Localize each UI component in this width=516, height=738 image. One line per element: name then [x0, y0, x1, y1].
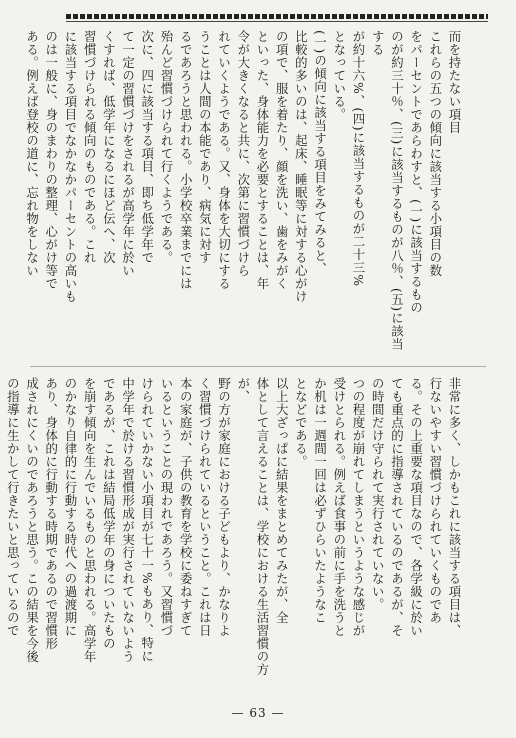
text-line: 本の家庭が、子供の教育を学校に委ねすぎて — [178, 377, 194, 637]
text-line: の指導に生かして行きたいと思っているので — [5, 377, 21, 637]
text-line: のかなり自律的に行動する時代への過渡期に — [62, 377, 78, 637]
text-line: 野の方が家庭における子どもより、かなりよ — [216, 377, 232, 637]
text-line: といった、身体能力を必要とすることは、年 — [254, 30, 270, 290]
text-line: れていくようである。又、身体を大切にする — [216, 30, 232, 290]
text-line: の時間だけ守られて実行されていない。 — [370, 377, 386, 611]
text-line: ある。例えば登校の道に、忘れ物をしない — [24, 30, 40, 277]
text-line: るであろうと思われる。小学校卒業までには — [178, 30, 194, 290]
text-line: か机は一週間一回は必ずひらいたようなこ — [312, 377, 328, 624]
text-line: が約十六%、(四)に該当するものが二十三% — [350, 30, 366, 287]
text-line: 以上大ざっぱに結果をまとめてみたが、全 — [274, 377, 290, 624]
text-line: 比較的多いのは、起床、睡眠等に対する心がけ — [293, 30, 309, 303]
text-line: をパーセントであらわすと、(一)に該当するもの — [408, 30, 424, 314]
text-line: うことは人間の本能であり、病気に対す — [197, 30, 213, 264]
text-line: 非常に多く、しかもこれに該当する項目は、 — [447, 377, 462, 637]
text-line: けられていかない小項目が七十一%もあり、特に — [139, 377, 155, 663]
text-line: となどである。 — [293, 377, 309, 468]
text-line: (一)の傾向に該当する項目をみてみると、 — [312, 30, 328, 275]
text-line: 次に、四に該当する項目、即ち低学年で — [139, 30, 155, 264]
text-line: て一定の習慣づけをされるが高学年に於い — [120, 30, 136, 277]
top-thin-rule — [66, 21, 488, 22]
text-line: であるが、これは結局低学年の身についたもの — [101, 377, 117, 650]
text-line: る。その上重要な項目なので、各学級に於い — [408, 377, 424, 637]
column-divider — [30, 366, 486, 367]
text-line: 中学年で於ける習慣形成が実行されていないよう — [120, 377, 136, 663]
text-line: となっている。 — [331, 30, 347, 121]
text-line: あり、身体的に行動する時期であるので習慣形 — [43, 377, 59, 650]
upper-text-block — [14, 30, 464, 352]
text-line: 殆んど習慣づけられて行くようである。 — [158, 30, 174, 264]
top-decorative-rule — [66, 14, 488, 19]
text-line: 行ないやすい習慣づけられていくものであ — [427, 377, 443, 624]
text-line: 而を持たない項目 — [447, 30, 462, 134]
text-line: のが約三十％、(三)に該当するものが八％、(五)に該当する — [370, 30, 405, 351]
text-line: いるということの現われであろう。又習慣づ — [158, 377, 174, 637]
text-line: 受けとられる。例えば食事の前に手を洗うと — [331, 377, 347, 637]
text-line: を崩す傾向を生んでいるものと思われる。高学年 — [82, 377, 98, 663]
text-line: これらの五つの傾向に該当する小項目の数 — [427, 30, 443, 277]
text-line: つの程度が崩れてしまうというような感じが — [350, 377, 366, 637]
text-line: ても重点的に指導されているのであるが、そ — [389, 377, 405, 637]
text-line: に該当する項目でなかなかパーセントの高いも — [62, 30, 78, 303]
text-line: のは一般に、身のまわりの整理、心がけ等で — [43, 30, 59, 290]
page-number: — 63 — — [231, 706, 285, 720]
text-line: くすれば、低学年になるにほど伝へ、次 — [101, 30, 117, 264]
text-line: 習慣づけられる傾向のものである。これ — [82, 30, 98, 264]
text-line: の項で、服を着たり、顔を洗い、歯をみがく — [274, 30, 290, 290]
text-line: 成されにくいのであろうと思う。この結果を今後 — [24, 377, 40, 663]
text-line: 体として言えることは、学校における生活習慣の方が、 — [235, 377, 270, 676]
text-line: 令が大きくなると共に、次第に習慣づけら — [235, 30, 251, 277]
lower-text-block — [5, 377, 464, 699]
text-line: く習慣づけられているということ。これは日 — [197, 377, 213, 637]
